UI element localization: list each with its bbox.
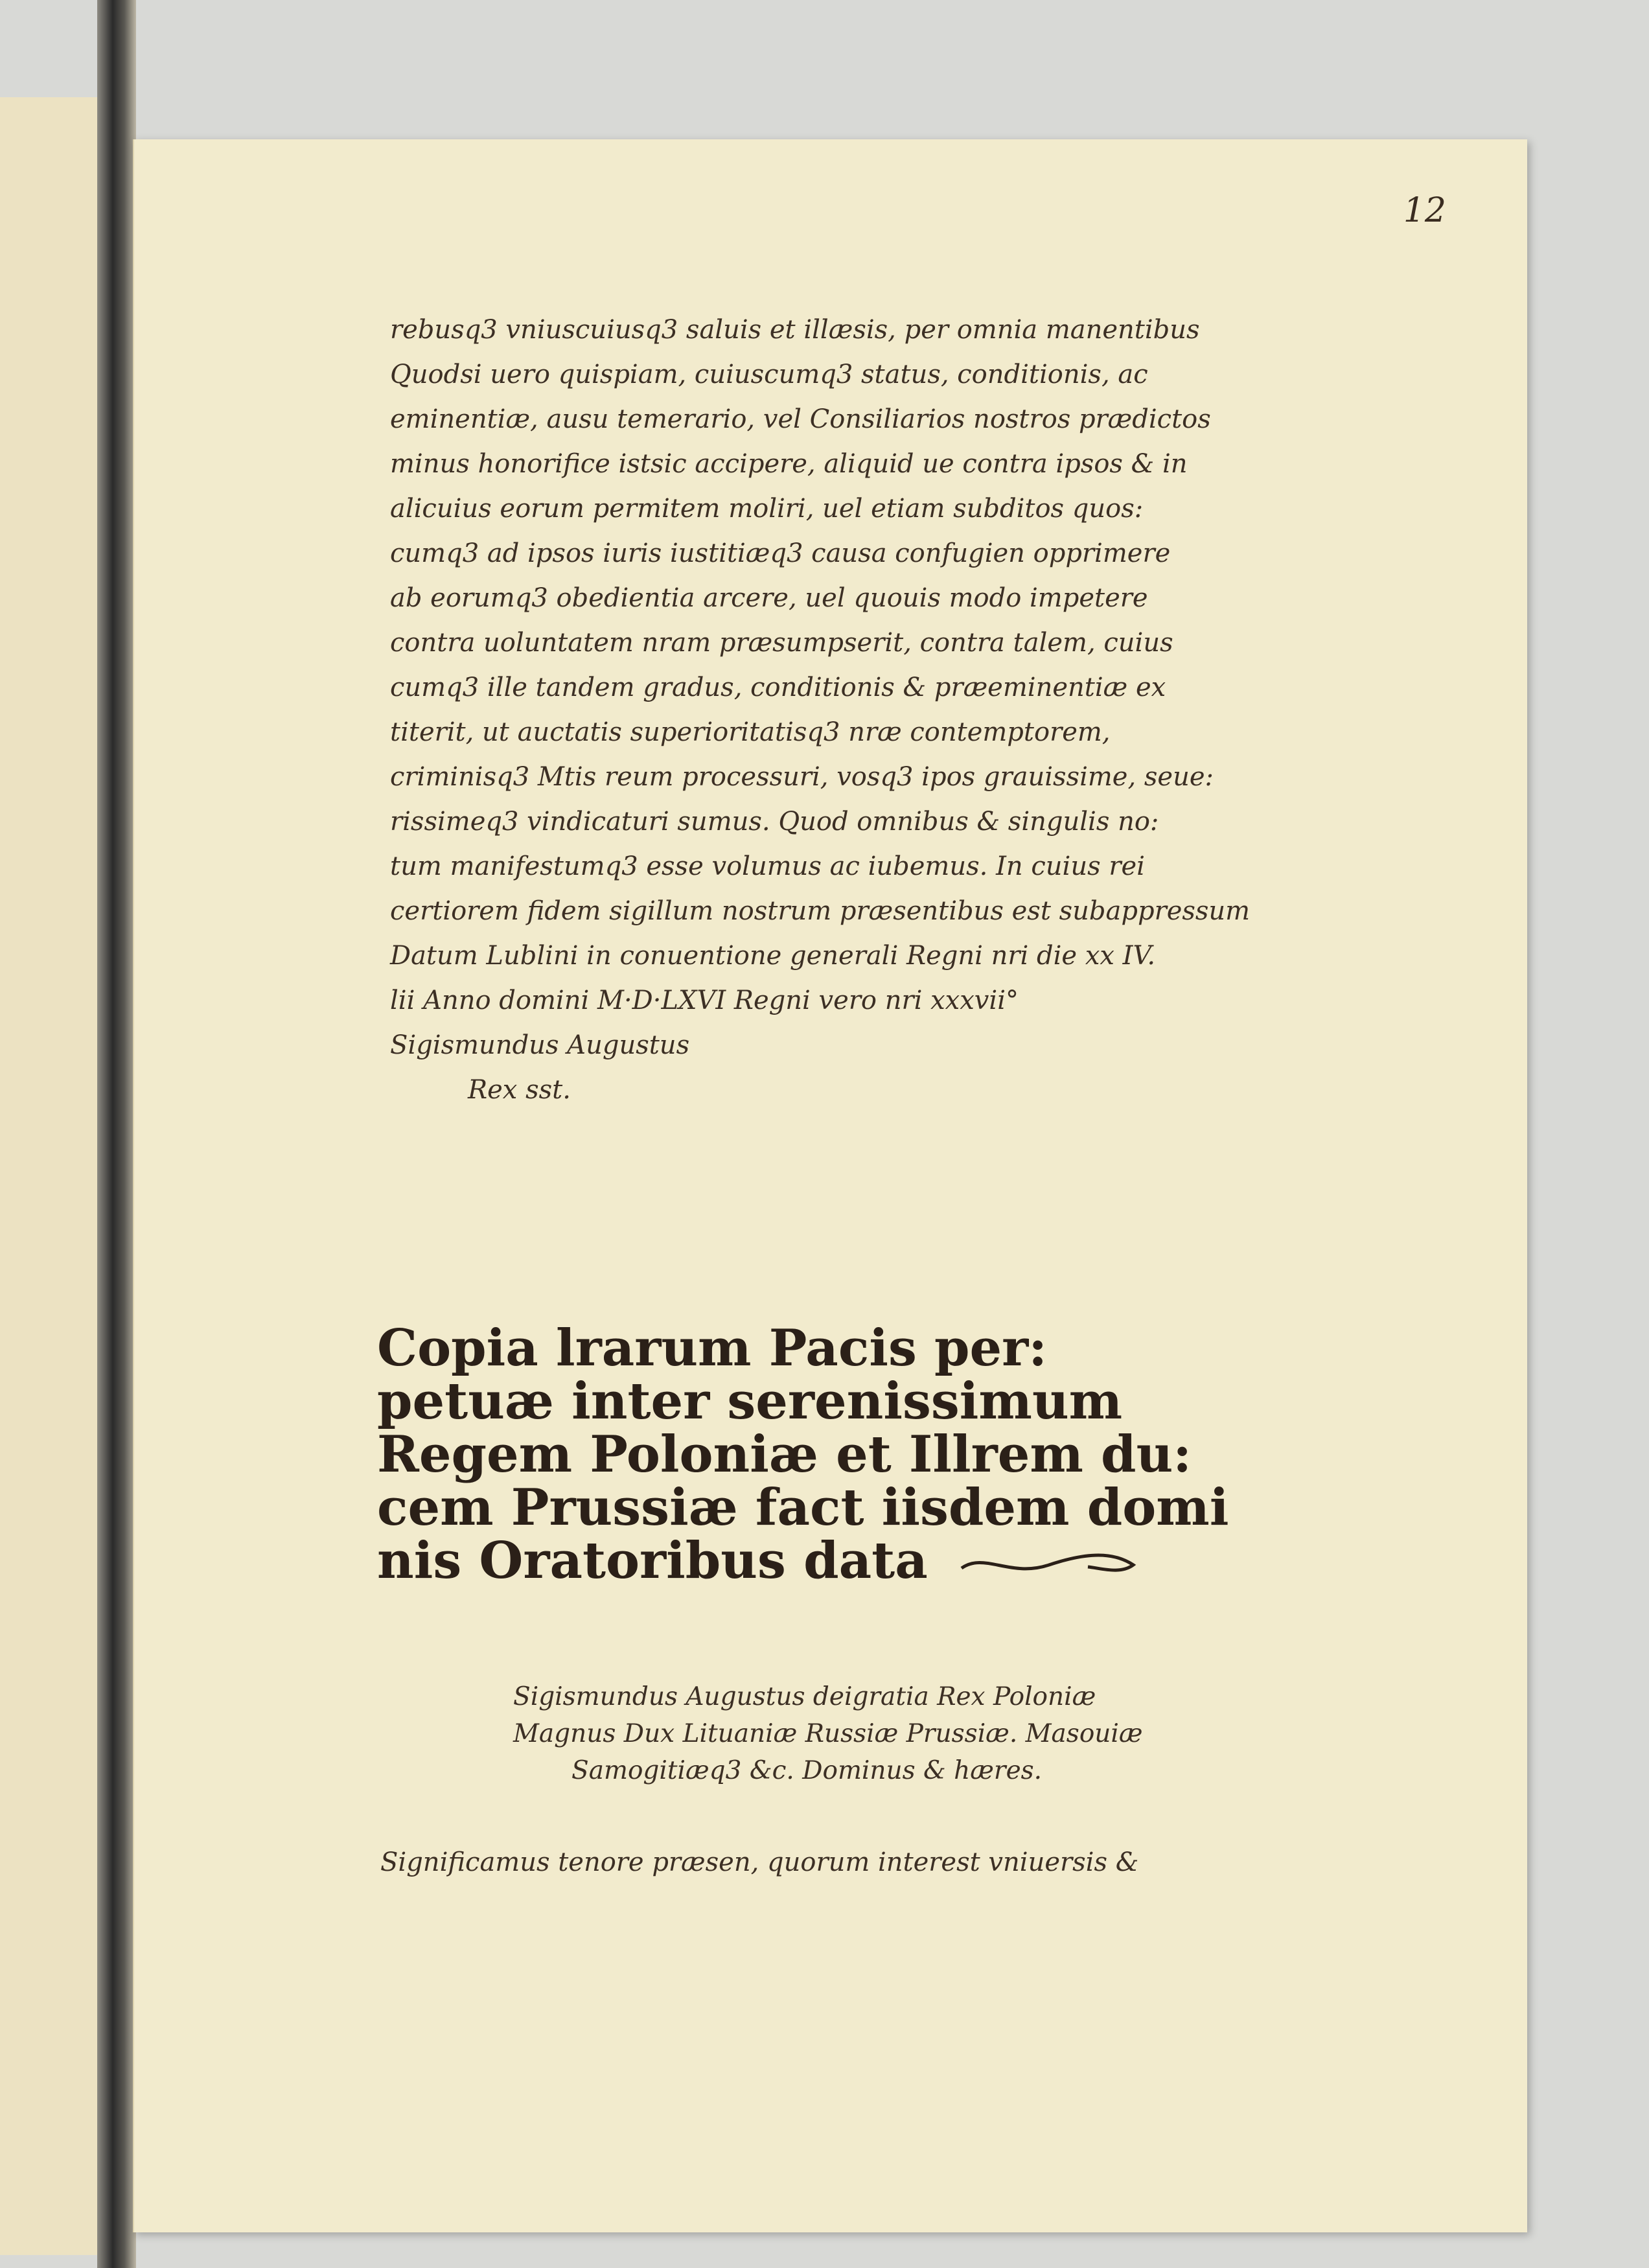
text-line: contra uoluntatem nram præsumpserit, contra talem, cuius: [390, 628, 1173, 658]
heading-line: Regem Poloniæ et Illrem du:: [377, 1425, 1192, 1484]
text-line: rissimeq3 vindicaturi sumus. Quod omnibus & singulis no:: [390, 807, 1159, 837]
text-line: criminisq3 Mtis reum processuri, vosq3 ipos grauissime, seue:: [390, 762, 1214, 792]
significatio-line: Significamus tenore præsen, quorum interest vniuersis &: [380, 1847, 1139, 1877]
heading-line-text: nis Oratoribus data: [377, 1531, 928, 1590]
signature-line: Sigismundus Augustus: [390, 1030, 690, 1060]
text-line: lii Anno domini M·D·LXVI Regni vero nri xxxvii°: [390, 986, 1019, 1015]
intitulatio-line: Sigismundus Augustus deigratia Rex Poloniæ: [513, 1682, 1096, 1711]
heading-line: Copia lrarum Pacis per:: [377, 1319, 1048, 1378]
flourish-ornament: [958, 1549, 1140, 1581]
intitulatio-line: Samogitiæq3 &c. Dominus & hæres.: [571, 1756, 1043, 1785]
text-line: cumq3 ille tandem gradus, conditionis & præeminentiæ ex: [390, 673, 1166, 702]
heading-line-last: [377, 1531, 1479, 1590]
text-line: titerit, ut auctatis superioritatisq3 nræ contemptorem,: [390, 717, 1111, 747]
text-line: rebusq3 vniuscuiusq3 saluis et illæsis, per omnia manentibus: [390, 315, 1200, 345]
intitulatio-line: Magnus Dux Lituaniæ Russiæ Prussiæ. Masouiæ: [513, 1719, 1143, 1748]
folio-number: 12: [1403, 191, 1446, 230]
text-line: tum manifestumq3 esse volumus ac iubemus. In cuius rei: [390, 851, 1145, 881]
heading-line: petuæ inter serenissimum: [377, 1372, 1123, 1431]
manuscript-page: [133, 139, 1527, 2232]
section-heading: [377, 1319, 1479, 1590]
text-line: minus honorifice istsic accipere, aliquid ue contra ipsos & in: [390, 449, 1188, 479]
signature-title: Rex sst.: [468, 1075, 571, 1105]
text-line: certiorem fidem sigillum nostrum præsentibus est subappressum: [390, 896, 1251, 926]
intitulatio-block: [513, 1678, 1420, 1789]
text-line: ab eorumq3 obedientia arcere, uel quouis modo impetere: [390, 583, 1148, 613]
text-line: alicuius eorum permitem moliri, uel etiam subditos quos:: [390, 494, 1144, 524]
text-line: Datum Lublini in conuentione generali Regni nri die xx IV.: [390, 941, 1156, 971]
book-gutter: [97, 0, 136, 2268]
main-text-block: [390, 308, 1459, 1113]
text-line: Quodsi uero quispiam, cuiuscumq3 status, conditionis, ac: [390, 360, 1148, 389]
heading-line: cem Prussiæ fact iisdem domi: [377, 1478, 1229, 1537]
text-line: eminentiæ, ausu temerario, vel Consiliarios nostros prædictos: [390, 404, 1211, 434]
significatio-block: [380, 1840, 1417, 1885]
text-line: cumq3 ad ipsos iuris iustitiæq3 causa confugien opprimere: [390, 538, 1171, 568]
